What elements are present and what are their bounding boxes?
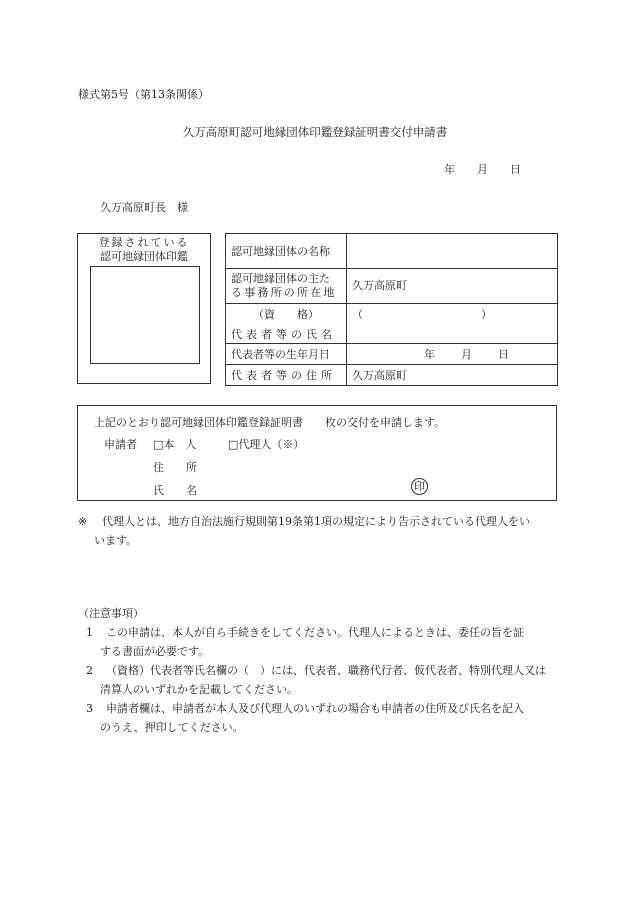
seal-label-line2: 認可地縁団体印鑑 <box>100 250 188 263</box>
birthdate-year: 年 <box>424 348 435 361</box>
footnote-line1: 代理人とは、地方自治法施行規則第19条第1項の規定により告示されている代理人をい <box>102 515 530 528</box>
date-day[interactable]: 日 <box>510 163 521 176</box>
note-line2: のうえ、押印してください。 <box>100 721 244 734</box>
date-year[interactable]: 年 <box>444 163 455 176</box>
list-item <box>78 661 546 699</box>
note-number: 2 <box>86 664 93 677</box>
date-month[interactable]: 月 <box>477 163 488 176</box>
qualification-label: （資 格） <box>226 304 347 325</box>
table-row <box>226 344 558 365</box>
rep-address-field[interactable]: 久万高原町 <box>347 365 558 386</box>
group-name-label: 認可地縁団体の名称 <box>226 234 347 269</box>
note-line1: 申請者欄は、申請者が本人及び代理人のいずれの場合も申請者の住所及び氏名を記入 <box>106 702 524 715</box>
seal-box-label <box>78 236 210 264</box>
seal-stamp-icon: 印 <box>411 478 428 495</box>
table-row <box>226 234 558 269</box>
rep-name-label: 代表者等の氏名 <box>226 324 347 344</box>
application-date <box>444 161 521 177</box>
applicant-self-checkbox[interactable]: □本 人 <box>153 438 197 451</box>
birthdate-label: 代表者等の生年月日 <box>226 344 347 365</box>
note-number: 1 <box>86 626 93 639</box>
rep-name-field[interactable] <box>347 324 558 344</box>
table-row <box>226 269 558 304</box>
office-address-field[interactable]: 久万高原町 <box>347 269 558 304</box>
form-number: 様式第5号（第13条関係） <box>78 88 209 101</box>
notes-section <box>78 604 546 737</box>
application-statement: 上記のとおり認可地縁団体印鑑登録証明書 枚の交付を申請します。 <box>94 416 446 429</box>
seal-impression-area[interactable] <box>90 266 200 364</box>
qualification-open-paren: （ <box>352 308 363 321</box>
list-item <box>78 699 546 737</box>
table-row <box>226 324 558 344</box>
qualification-close-paren: ） <box>481 308 492 321</box>
rep-address-label: 代表者等の住所 <box>226 365 347 386</box>
note-line2: 清算人のいずれかを記載してください。 <box>100 683 298 696</box>
note-line1: この申請は、本人が自ら手続きをしてください。代理人によるときは、委任の旨を証 <box>106 626 524 639</box>
addressee: 久万高原町長 様 <box>100 201 188 214</box>
footnote-line2: います。 <box>94 534 138 547</box>
document-title: 久万高原町認可地縁団体印鑑登録証明書交付申請書 <box>182 125 448 139</box>
registered-seal-box <box>77 233 211 384</box>
birthdate-month: 月 <box>461 348 472 361</box>
application-box <box>77 405 557 501</box>
office-address-label-line1: 認可地縁団体の主た <box>231 272 330 285</box>
applicant-name-label: 氏 名 <box>153 484 197 497</box>
notes-heading: （注意事項） <box>78 607 144 620</box>
list-item <box>78 623 546 661</box>
office-address-label-line2: る事務所の所在地 <box>231 286 337 299</box>
note-line2: する書面が必要です。 <box>100 645 210 658</box>
note-line1: （資格）代表者等氏名欄の（ ）には、代表者、職務代行者、仮代表者、特別代理人又は <box>106 664 546 677</box>
group-info-table <box>225 233 558 386</box>
footnote-mark: ※ <box>78 515 88 528</box>
office-address-label <box>226 269 347 304</box>
table-row <box>226 304 558 325</box>
group-name-field[interactable] <box>347 234 558 269</box>
seal-label-line1: 登録されている <box>98 236 190 249</box>
note-number: 3 <box>86 702 93 715</box>
birthdate-day: 日 <box>498 348 509 361</box>
birthdate-field[interactable] <box>347 344 558 365</box>
applicant-agent-checkbox[interactable]: □代理人（※） <box>228 438 305 451</box>
applicant-label: 申請者 <box>104 438 137 451</box>
agent-footnote <box>78 512 530 550</box>
qualification-field[interactable] <box>347 304 558 325</box>
table-row <box>226 365 558 386</box>
applicant-address-label: 住 所 <box>153 461 197 474</box>
